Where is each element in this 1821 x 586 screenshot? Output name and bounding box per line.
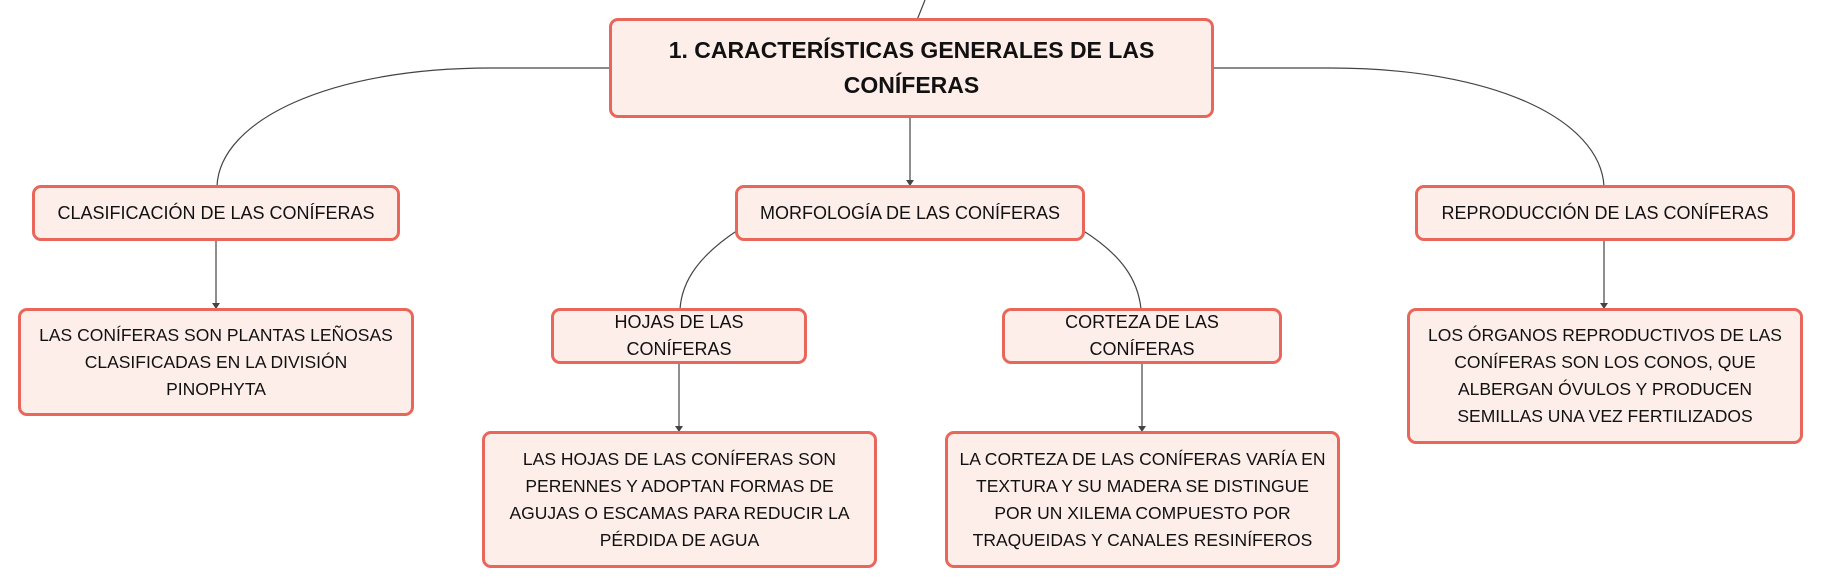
corteza-detail-node[interactable]: LA CORTEZA DE LAS CONÍFERAS VARÍA EN TEXTURA Y SU MADERA SE DISTINGUE POR UN XILEMA COMPUESTO POR TRAQUEIDAS Y CANALES RESINÍFEROS (945, 431, 1340, 568)
root-node[interactable]: 1. CARACTERÍSTICAS GENERALES DE LAS CONÍFERAS (609, 18, 1214, 118)
hojas-detail-node[interactable]: LAS HOJAS DE LAS CONÍFERAS SON PERENNES Y ADOPTAN FORMAS DE AGUJAS O ESCAMAS PARA REDUCIR LA PÉRDIDA DE AGUA (482, 431, 877, 568)
corteza-node[interactable]: CORTEZA DE LAS CONÍFERAS (1002, 308, 1282, 364)
clasificacion-node[interactable]: CLASIFICACIÓN DE LAS CONÍFERAS (32, 185, 400, 241)
connector-morfologia-to-corteza (1082, 230, 1141, 309)
connector-parent-to-root (917, 0, 925, 20)
clasificacion-detail-node[interactable]: LAS CONÍFERAS SON PLANTAS LEÑOSAS CLASIFICADAS EN LA DIVISIÓN PINOPHYTA (18, 308, 414, 416)
reproduccion-node[interactable]: REPRODUCCIÓN DE LAS CONÍFERAS (1415, 185, 1795, 241)
connector-root-to-reproduccion (1211, 68, 1604, 186)
reproduccion-detail-node[interactable]: LOS ÓRGANOS REPRODUCTIVOS DE LAS CONÍFERAS SON LOS CONOS, QUE ALBERGAN ÓVULOS Y PRODUCEN SEMILLAS UNA VEZ FERTILIZADOS (1407, 308, 1803, 444)
connector-root-to-clasificacion (217, 68, 612, 186)
connector-morfologia-to-hojas (680, 230, 738, 309)
hojas-node[interactable]: HOJAS DE LAS CONÍFERAS (551, 308, 807, 364)
morfologia-node[interactable]: MORFOLOGÍA DE LAS CONÍFERAS (735, 185, 1085, 241)
